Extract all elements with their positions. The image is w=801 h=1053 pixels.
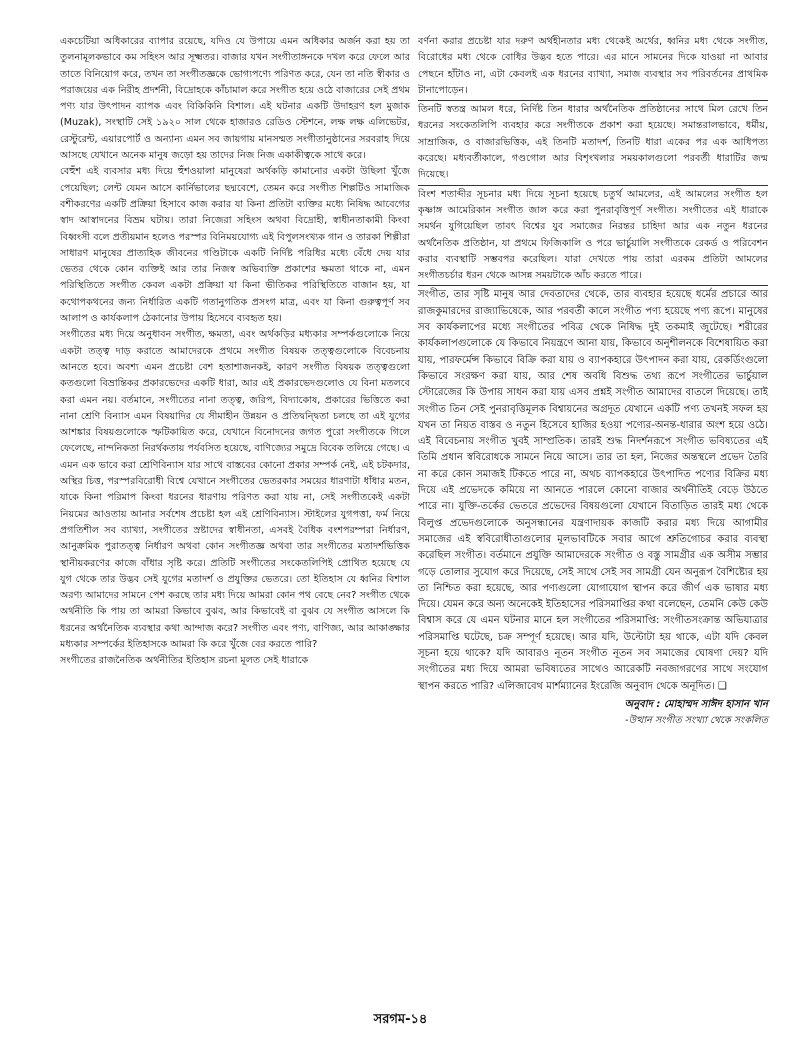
paragraph-divider [418, 285, 768, 286]
left-column [60, 34, 410, 670]
right-column [418, 34, 768, 729]
paragraph: বিংশ শতাব্দীর সূচনার মধ্য দিয়ে সূচনা হয়েছে চতুর্থ আমলের, এই আমলের সংগীত হল কৃষ্ণাঙ্গ আমেরিকান সংগীত জাল করে করা পুনরাবৃত্তিপূর্ণ সংগীত। সংগীতের এই ধারাকে সমর্থন যুগিয়েছিল তাবৎ বিশ্বের যুব সমাজের নিরন্তর চাহিদা আর এক নতুন ধরনের অর্থনৈতিক প্রতিষ্ঠান, যা প্রথমে ফিজিকালি ও পরে ভার্চুয়ালি সংগীতকে রেকর্ড ও পরিবেশন করার ব্যবস্থাটি সম্ভবপর করেছিল। যারা দেখতে পায় তারা এরকম প্রতিটা আমলের সংগীতচর্চার ধরন থেকে আসন্ন সময়টাকে আঁচ করতে পারে। [418, 188, 768, 282]
paragraph: সংগীতের মধ্য দিয়ে অনুধাবন সংগীত, ক্ষমতা, এবং অর্থকড়ির মধ্যকার সম্পর্কগুলোকে নিয়ে একটা তত্ত্ব দাড় করাতে আমাদেরকে প্রথমে সংগীত বিষয়ক তত্ত্বগুলোকে বিবেচনায় আনতে হবে। অবশ্য এমন প্রচেষ্টা বেশ হতাশাজনকই, কারণ সংগীত বিষয়ক তত্ত্বগুলো কতগুলো বিভ্রান্তিকর প্রকারভেদের একটি ধারা, আর এই প্রকারভেদগুলোও যে বিনা মতলবে করা এমন নয়। বর্তমানে, সংগীতের নানা তত্ত্ব, জরিপ, বিদ্যাকোষ, প্রকারের ভিত্তিতে করা নানা শ্রেণি বিন্যাস এমন বিষয়াদির যে সীমাহীন উন্নয়ন ও প্রতিদ্বন্দ্বিতা চলছে তা এই যুগের আশঙ্কার বিষয়গুলোকে স্ফটিকায়িত করে, যেখানে বিনোদনের জগত পুরো সংগীতকে গিলে ফেলেছে, নান্দনিকতা নিরর্থকতায় পর্যবসিত হয়েছে, বাণিজ্যের সমুদ্রে বিবেক তলিয়ে গেছে। এ এমন এক ভাবে করা শ্রেণিবিন্যাস যার সাথে বাস্তবের কোনো প্রকার সম্পর্ক নেই, এই চটকদার, অস্থির চিত্ত, পরস্পরবিরোধী বিশ্বে যেখানে সংগীতের ভেতরকার সময়ের ধারণাটা ধাঁধার মতন, যাকে কিনা পরিমাপ কিংবা ধরনের ধারণায় পরিণত করা যায় না, সেই সংগীতকেই একটা নিয়মের আওতায় আনার সর্বশেষ প্রচেষ্টা হল এই শ্রেণিবিন্যাস। স্টাইলের যুগপত্তা, ফর্ম নিয়ে প্রগতিশীল সব ব্যাখ্যা, সংগীতের স্রষ্টাদের স্বাধীনতা, এসবই বৈধিক বংশপরম্পরা নির্ধারণ, আনুক্রমিক পুরাতত্ত্ব নির্ধারণ অথবা কোন সংগীতজ্ঞ অথবা তার সংগীতের মতাদর্শভিত্তিক স্থানীয়করণের কাজে বাঁধার সৃষ্টি করে। প্রতিটি সংগীতের সংকেতলিপিই প্রোথিত হয়েছে যে যুগ থেকে তার উদ্ভব সেই যুগের মতাদর্শ ও প্রযুক্তির ভেতরে। তো ইতিহাস যে ধ্বনির বিশাল অরণ্য আমাদের সামনে পেশ করছে তার মধ্য দিয়ে আমরা কোন পথ বেছে নেব? সংগীত থেকে অর্থনীতি কি পায় তা আমরা কিভাবে বুঝব, আর কিভাবেই বা বুঝব যে সংগীত আসলে কি ধরনের অর্থনৈতিক ব্যবস্থার কথা আন্দাজ করে? সংগীত এবং পণ্য, বাণিজ্য, আর আকাঙ্ক্ষার মধ্যকার সম্পর্কের ইতিহাসকে আমরা কি করে খুঁজে বের করতে পারি? [60, 329, 410, 650]
paragraph: বর্ণনা করার প্রচেষ্টা যার দরুণ অর্থহীনতার মধ্য থেকেই অর্থের, ধ্বনির মধ্য থেকে সংগীত, বিরোধের মধ্য থেকে বোধির উদ্ভব হতে পারে। এর মানে সামনের দিকে যাওয়া না আবার পেছনে হাঁটাও না, এটা কেবলই এক ধরনের ব্যাখ্যা, সমাজ ব্যবস্থার সব পরিবর্তনের প্রাথমিক টানাপোড়েন। [418, 36, 768, 96]
paragraph: সংগীত, তার সৃষ্টি মানুষ আর দেবতাদের থেকে, তার ব্যবহার হয়েছে ধর্মের প্রচারে আর রাজকুমারদের রাজ্যাভিষেকে, আর পরবর্তী কালে সংগীত পণ্য হয়েছে পণ্য রূপে। মানুষের সব কার্যকলাপের মধ্যে সংগীতের পবিত্র থেকে নিষিদ্ধ দুই তকমাই জুটেছে। শরীরের কার্যকলাপগুলোকে যে কিভাবে নিয়ন্ত্রণে আনা যায়, কিভাবে অনুশীলনকে বিশেষায়িত করা যায়, পারফর্মেন্স কিভাবে বিক্রি করা যায় ও ব্যাপকহারে উৎপাদন করা যায়, রেকর্ডিংগুলো কিভাবে সংরক্ষণ করা যায়, আর শেষ অবধি বিশুদ্ধ তথ্য রূপে সংগীতের ভার্চুয়াল স্টোরেজের কি উপায় সাধন করা যায় এসব প্রশ্নই সংগীত আমাদের বাতলে দিয়েছে। তাই সংগীত তিন সেই পুনরাবৃত্তিমূলক বিশ্বায়নের অগ্রদূত যেখানে একটি পণ্য তখনই সফল হয় যখন তা নিয়ত বাস্তব ও নতুন হিসেবে হাজির হওয়া পণ্যের-অনন্ত-ধারার অংশ হয়ে ওঠে। এই বিবেচনায় সংগীত খুবই সাম্প্রতিক। তারই শুদ্ধ নিদর্শনরূপে সংগীত ভবিষ্যতের এই তিমি প্রধান স্ববিরোধকে সামনে নিয়ে আসে। তার তা হল, নিজের অন্তস্থলে প্রভেদ তৈরি না করে কোন সমাজই টিকতে পারে না, অথচ ব্যাপকহারে উৎপাদিত পণ্যের বিক্রির মধ্য দিয়ে এই প্রভেদকে কমিয়ে না আনতে পারলে কোনো বাজার অর্থনীতিই বেড়ে উঠতে পারে না। যুক্তি-তর্কের ভেতরে প্রভেদের বিষয়গুলো যেখানে বিতাড়িত তারই মধ্য থেকে বিলুপ্ত প্রভেদগুলোকে অনুসন্ধানের যন্ত্রণাদায়ক কাজটি করার মধ্য দিয়ে আগামীর সমাজের এই স্ববিরোধীতাগুলোর মূলভাবটিকে সবার আগে শ্রুতিগোচর করার ব্যবস্থা করেছিল সংগীত। বর্তমানে প্রযুক্তি আমাদেরকে সংগীত ও বস্তু সামগ্রীর এক অসীম সম্ভার গড়ে তোলার সুযোগ করে দিয়েছে, সেই সাথে সেই সব সামগ্রী যেন অনুরূপ বৈশিষ্ট্যের হয় তা নিশ্চিত করা হয়েছে, আর পণ্যগুলো যোগাযোগ স্থাপন করে জীর্ণ এক ভাষার মধ্য দিয়ে। যেমন করে অন্য অনেকেই ইতিহাসের পরিসমাপ্তির কথা বলেছেন, তেমনি কেউ কেউ বিশ্বাস করে যে এমন ঘটনার মানে হল সংগীতের পরিসমাপ্তি: সংগীতসংক্রান্ত অভিযাত্রার পরিসমাপ্তি ঘটেছে, চক্র সম্পূর্ণ হয়েছে। আর যদি, উল্টোটা হয় থাকে, এটা যদি কেবল সূচনা হয়ে থাকে? যদি আবারও নূতন সংগীত নূতন সব সমাজের ঘোষণা দেয়? যদি সংগীতের মধ্য দিয়ে আমরা ভবিষ্যতের সাথেও আরেকটি নবজাগরণের সাথে সংযোগ স্থাপন করতে পারি? এলিজাবেথ মার্শম্যানের ইংরেজি অনুবাদ থেকে অনূদিত। ❏ [418, 289, 768, 692]
page-number: সরগম-১৪ [373, 1012, 428, 1027]
paragraph-divider [418, 100, 768, 101]
translator-credit: অনুবাদ : মোহাম্মদ সাঈদ হাসান খান [624, 698, 768, 710]
paragraph: একচেটিয়া অধিকারের ব্যাপার রয়েছে, যদিও যে উপায়ে এমন অধিকার অর্জন করা হয় তা তুলনামূলকভাবে কম সহিংস আর সূক্ষ্মতর। বাজার যখন সংগীতাঙ্গনকে দখল করে ফেলে আর তাতে বিনিয়োগ করে, তখন তা সংগীতজ্ঞকে ভোগ্যপণ্যে পরিণত করে, যেন তা নতি স্বীকার ও পরাজয়ের এক নিরীহ প্রদর্শনী, বিদ্রোহকে কাঁচামাল করে সংগীত হয়ে ওঠে বাজারের সেই প্রথম পণ্য যার উৎপাদন ব্যাপক এবং বিকিকিনি বিশাল। এই ঘটনার একটি উদাহরণ হল মুজাক (Muzak), সংস্থাটি সেই ১৯২০ সাল থেকে হাজারও রেডিও স্টেশনে, লক্ষ লক্ষ এলিভেটর, রেস্টুরেন্ট, এয়ারপোর্ট ও অন্যান্য এমন সব জায়গায় মানসম্মত সংগীতানুষ্ঠানের সরবরাহ দিয়ে আসছে যেখানে অনেক মানুষ জড়ো হয় তাদের নিজ নিজ একাকীত্বকে সাথে করে। [60, 36, 410, 162]
paragraph: তিনটি স্বতন্ত্র আমল ধরে, নির্দিষ্ট তিন ধারার অর্থনৈতিক প্রতিষ্ঠানের সাথে মিল রেখে তিন ধরনের সংকেতলিপি ব্যবহার করে সংগীতকে প্রকাশ করা হয়েছে। সমান্তরালভাবে, ধর্মীয়, সাম্রাজিক, ও বাজারভিত্তিক, এই তিনটি মতাদর্শ, তিনটি ধারা একের পর এক আধিপত্য করেছে। মধ্যবর্তীকালে, গণ্ডগোল আর বিশৃংখলার সময়কালগুলো পরবর্তী ধারাটির জন্ম দিয়েছে। [418, 104, 768, 181]
paragraph: বেহুঁশ এই ব্যবসার মধ্য দিয়ে হুঁশওয়ালা মানুষেরা অর্থকড়ি কামানোর একটা উছিলা খুঁজে পেয়েছিল; লেন্ট যেমন আসে কার্নিভালের ছদ্মবেশে, তেমন করে সংগীত শিল্পটিও সামাজিক বশীকরণের একটি প্রক্রিয়া হিসাবে কাজ করার যা কিনা প্রতিটা ব্যক্তির মধ্যে নিষিদ্ধ আবেগের স্বাদ আস্বাদনের বিভ্রম ঘটায়। তারা নিজেরা সহিংস অথবা বিদ্রোহী, স্বাধীনতাকামী কিংবা বিধ্বংসী বলে প্রতীয়মান হলেও পরস্পর বিনিময়যোগ্য এই বিপুলসংখ্যক গান ও তারকা শিল্পীরা সাধারণ মানুষের প্রাত্যহিক জীবনের গণ্ডিটাকে একটি নির্দিষ্ট পরিধির মধ্যে বেঁধে দেয় যার ভেতর থেকে কোন ব্যক্তিই আর তার নিজস্ব অভিব্যক্তি প্রকাশের ক্ষমতা থাকে না, এমন পরিস্থিতিতে সংগীত কেবল একটা প্রক্রিয়া যা কিনা ভীতিকর পরিস্থিতিতে বাজান হয়, যা কথোপকথনের জন্য নির্ধারিত একটি গতানুগতিক প্রসংগ মাত্র, এবং যা কিনা গুরুত্বপূর্ণ সব আলাপ ও কার্যকলাপ ঠেকানোর উপায় হিসেবে ব্যবহৃত হয়। [60, 166, 410, 325]
paragraph: সংগীতের রাজনৈতিক অর্থনীতির ইতিহাস রচনা মূলত সেই ধারাকে [60, 655, 309, 667]
source-note: -উত্থান সংগীত সংখ্যা থেকে সংকলিত [625, 715, 768, 727]
paragraph-divider [418, 185, 768, 186]
